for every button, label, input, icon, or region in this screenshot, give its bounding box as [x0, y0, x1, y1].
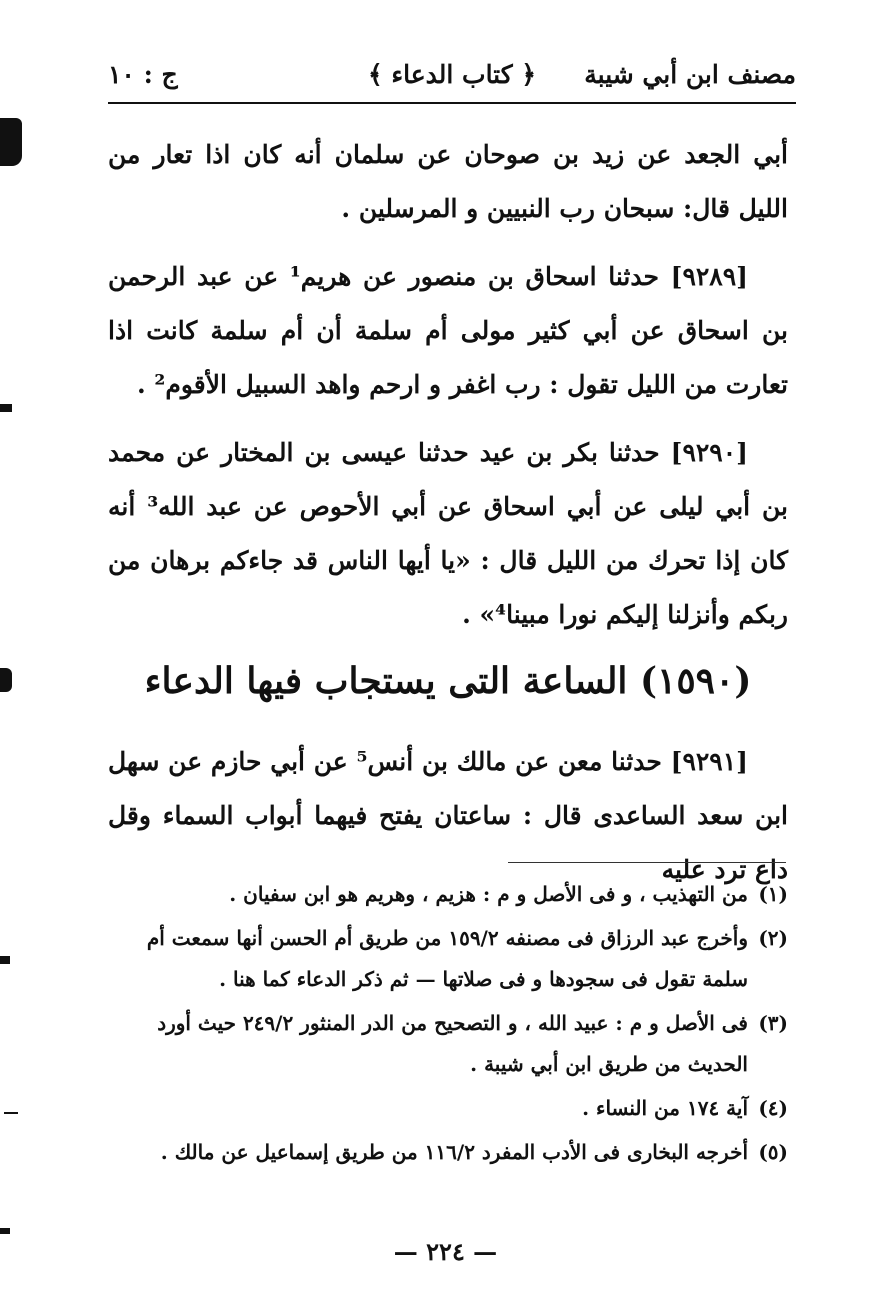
scan-mark [0, 1228, 10, 1234]
footnote-number: (١) [758, 882, 788, 906]
footnote [108, 918, 788, 1000]
footnote-number: (٣) [758, 1011, 788, 1035]
header-rule [108, 102, 796, 104]
paragraph-continuation: أبي الجعد عن زيد بن صوحان عن سلمان أنه كان اذا تعار من الليل قال: سبحان رب النبيين و المرسلين . [108, 140, 788, 223]
footnote-text: أخرجه البخارى فى الأدب المفرد ١١٦/٢ من طريق إسماعيل عن مالك . [160, 1140, 748, 1164]
footnote [108, 1088, 788, 1129]
scan-mark [4, 1112, 18, 1114]
scan-mark [0, 668, 12, 692]
chapter-title: ﴿ كتاب الدعاء ﴾ [368, 60, 536, 89]
section-heading: (١٥٩٠) الساعة التى يستجاب فيها الدعاء [144, 660, 752, 702]
footnote [108, 1132, 788, 1173]
hadith-9289: [٩٢٨٩] حدثنا اسحاق بن منصور عن هريم¹ عن عبد الرحمن بن اسحاق عن أبي كثير مولى أم سلمة أن أم سلمة كانت اذا تعارت من الليل تقول : رب اغفر و ارحم واهد السبيل الأقوم² . [108, 262, 788, 399]
scan-mark [0, 404, 12, 412]
footnote-number: (٤) [758, 1096, 788, 1120]
book-title: مصنف ابن أبي شيبة [584, 60, 796, 89]
hadith-9291: [٩٢٩١] حدثنا معن عن مالك بن أنس⁵ عن أبي حازم عن سهل ابن سعد الساعدى قال : ساعتان يفتح فيهما أبواب السماء وقل داع ترد عليه [108, 747, 788, 884]
scan-mark [0, 956, 10, 964]
footnote-text: وأخرج عبد الرزاق فى مصنفه ١٥٩/٢ من طريق أم الحسن أنها سمعت أم سلمة تقول فى سجودها و فى صلاتها — ثم ذكر الدعاء كما هنا . [146, 926, 748, 991]
scan-mark [0, 118, 22, 166]
volume-number: ج : ١٠ [108, 60, 178, 89]
footnote [108, 1003, 788, 1085]
page-number: — ٢٢٤ — [393, 1237, 498, 1266]
footnote-rule [508, 862, 786, 863]
main-text [108, 128, 788, 656]
footnote-text: آية ١٧٤ من النساء . [582, 1096, 748, 1120]
footnote-number: (٢) [758, 926, 788, 950]
footnote-text: فى الأصل و م : عبيد الله ، و التصحيح من الدر المنثور ٢٤٩/٢ حيث أورد الحديث من طريق ابن أبي شيبة . [157, 1011, 748, 1076]
hadith-9290: [٩٢٩٠] حدثنا بكر بن عيد حدثنا عيسى بن المختار عن محمد بن أبي ليلى عن أبي اسحاق عن أبي الأحوص عن عبد الله³ أنه كان إذا تحرك من الليل قال : «يا أيها الناس قد جاءكم برهان من ربكم وأنزلنا إليكم نورا مبينا⁴» . [108, 438, 788, 629]
footnotes [108, 874, 788, 1176]
footnote-text: من التهذيب ، و فى الأصل و م : هزيم ، وهريم هو ابن سفيان . [229, 882, 748, 906]
footnote-number: (٥) [758, 1140, 788, 1164]
running-header [108, 58, 796, 102]
footnote [108, 874, 788, 915]
